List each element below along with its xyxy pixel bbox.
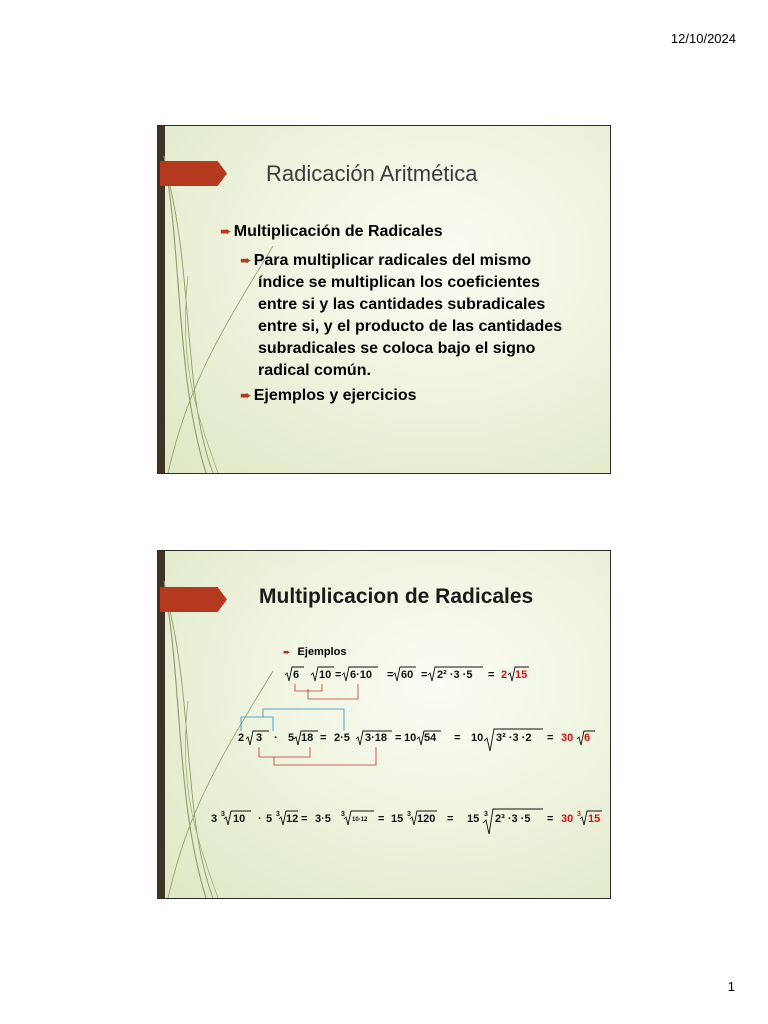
bullet-main-text: Multiplicación de Radicales	[233, 223, 443, 240]
equals: =	[547, 813, 554, 825]
bracket-red	[295, 684, 322, 691]
arrow-bullet-icon: ➨	[240, 387, 252, 403]
bracket-blue	[241, 717, 273, 731]
result-radicand: 6	[584, 732, 591, 744]
slide-multiplicacion-radicales	[157, 550, 611, 899]
dot: ·	[274, 732, 278, 744]
equals: =	[395, 732, 402, 744]
example-2	[238, 709, 595, 765]
example-1	[285, 667, 529, 699]
coefficient: 3	[211, 813, 218, 825]
title-marker-tab	[160, 161, 227, 186]
radicand: 2³ ·3 ·5	[495, 813, 531, 825]
coefficient: 5	[266, 813, 273, 825]
coefficient: 2	[238, 732, 245, 744]
radicand: 10	[319, 669, 332, 681]
result-radicand: 15	[588, 813, 601, 825]
radicand: 3·18	[365, 732, 388, 744]
page-number: 1	[727, 979, 735, 994]
coefficient: 2·5	[334, 732, 350, 744]
bullet-sub-line: índice se multiplican los coeficientes	[258, 274, 540, 291]
bullet-main	[220, 223, 443, 241]
arrow-bullet-icon: ➨	[240, 252, 252, 268]
bullet-sub-line: subradicales se coloca bajo el signo	[258, 340, 536, 357]
equals: =	[378, 813, 385, 825]
equals: =	[335, 669, 342, 681]
equals: =	[454, 732, 461, 744]
dot: ·	[258, 813, 262, 825]
root-index: 3	[221, 811, 225, 818]
radicand: 54	[424, 732, 437, 744]
radicand: 120	[417, 813, 436, 825]
result-coefficient: 30	[561, 732, 574, 744]
bracket-red	[274, 747, 376, 765]
bracket-red	[259, 747, 310, 757]
radicand: 6·10	[350, 669, 373, 681]
root-index: 3	[276, 811, 280, 818]
bracket-red	[308, 684, 358, 699]
bullet-sub-line: entre si, y el producto de las cantidades	[258, 318, 563, 335]
result-radicand: 15	[515, 669, 528, 681]
slide-title: Multiplicacion de Radicales	[259, 585, 534, 608]
examples-label-text: Ejemplos	[297, 646, 347, 658]
bullet-sub-text: Para multiplicar radicales del mismo	[253, 252, 532, 269]
bullet-sub-line: entre si y las cantidades subradicales	[258, 296, 546, 313]
equals: =	[547, 732, 554, 744]
equals: =	[301, 813, 308, 825]
equals: =	[387, 669, 394, 681]
slide-title: Radicación Aritmética	[266, 161, 478, 186]
coefficient: 15	[391, 813, 404, 825]
radicand: 3² ·3 ·2	[496, 732, 532, 744]
slide-radicacion-aritmetica	[157, 125, 611, 474]
radicand: 10	[233, 813, 246, 825]
root-index: 3	[341, 811, 345, 818]
coefficient: 10	[471, 732, 484, 744]
example-3	[211, 809, 602, 834]
arrow-bullet-icon: ➨	[283, 647, 291, 657]
math-examples	[158, 551, 610, 898]
bullet-sub-line: radical común.	[258, 362, 371, 379]
radicand: 12	[286, 813, 299, 825]
equals: =	[447, 813, 454, 825]
coefficient: 3·5	[315, 813, 331, 825]
coefficient: 15	[467, 813, 480, 825]
root-index: 3	[577, 811, 581, 818]
root-index: 3	[484, 811, 488, 818]
bullet-sub-line	[240, 249, 600, 272]
radicand: 60	[401, 669, 414, 681]
equals: =	[421, 669, 428, 681]
coefficient: 5	[288, 732, 295, 744]
radicand: 3	[256, 732, 263, 744]
equals: =	[320, 732, 327, 744]
bracket-blue	[263, 709, 344, 731]
bullet-examples	[240, 387, 416, 405]
result-coefficient: 30	[561, 813, 574, 825]
radicand: 18	[301, 732, 314, 744]
bullet-sub	[240, 249, 600, 382]
root-index: 3	[407, 811, 411, 818]
header-date: 12/10/2024	[670, 31, 736, 46]
coefficient: 10	[404, 732, 417, 744]
arrow-bullet-icon: ➨	[220, 223, 232, 239]
radicand: 10·12	[352, 817, 368, 823]
radicand: 6	[293, 669, 300, 681]
bullet-examples-text: Ejemplos y ejercicios	[253, 387, 417, 404]
equals: =	[488, 669, 495, 681]
radicand: 2² ·3 ·5	[437, 669, 473, 681]
result-coefficient: 2	[501, 669, 508, 681]
